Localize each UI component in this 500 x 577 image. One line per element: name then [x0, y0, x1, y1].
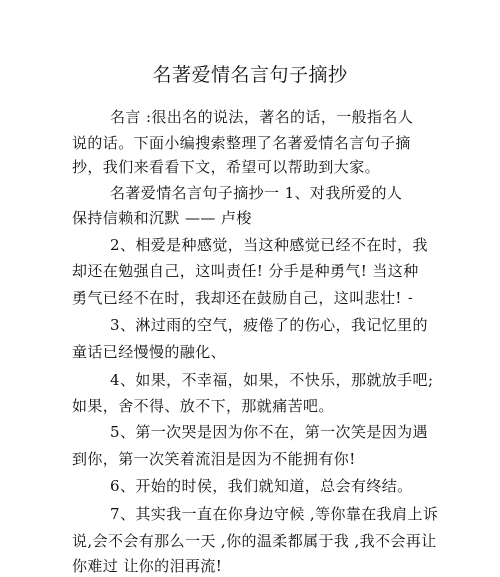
paragraph-line: 7、其实我一直在你身边守候 ,等你靠在我肩上诉 — [110, 505, 439, 523]
paragraph-line: 童话已经慢慢的融化、 — [72, 343, 227, 361]
paragraph-line: 如果，舍不得、放不下，那就痛苦吧。 — [72, 397, 334, 415]
paragraph-line: 6、开始的时侯，我们就知道，总会有终结。 — [110, 477, 413, 495]
document-title: 名著爱情名言句子摘抄 — [152, 64, 348, 86]
paragraph-line: 说,会不会有那么一天 ,你的温柔都属于我 ,我不会再让 — [72, 532, 437, 550]
paragraph-line: 你难过 让你的泪再流! — [72, 557, 223, 575]
paragraph-line: 5、第一次哭是因为你不在，第一次笑是因为遇 — [110, 423, 428, 441]
stray-mark: - — [408, 290, 413, 306]
paragraph-line: 说的话。下面小编搜索整理了名著爱情名言句子摘 — [72, 134, 411, 152]
paragraph-line: 3、淋过雨的空气，疲倦了的伤心，我记忆里的 — [110, 316, 428, 334]
paragraph-line: 抄，我们来看看下文，希望可以帮助到大家。 — [72, 158, 381, 176]
paragraph-line: 却还在勉强自己，这叫责任! 分手是种勇气! 当这种 — [72, 262, 419, 280]
paragraph-line: 名言 :很出名的说法，著名的话，一般指名人 — [110, 108, 414, 126]
paragraph-line: 到你，第一次笑着流泪是因为不能拥有你! — [72, 450, 356, 468]
paragraph-line: 2、相爱是种感觉，当这种感觉已经不在时，我 — [110, 236, 428, 254]
paragraph-line: 勇气已经不在时，我却还在鼓励自己，这叫悲壮! — [72, 289, 402, 307]
paragraph-line: 名著爱情名言句子摘抄一 1、对我所爱的人 — [110, 184, 403, 202]
paragraph-line: 4、如果，不幸福，如果，不快乐，那就放手吧; — [110, 371, 434, 389]
paragraph-line: 保持信赖和沉默 —— 卢梭 — [72, 209, 252, 227]
